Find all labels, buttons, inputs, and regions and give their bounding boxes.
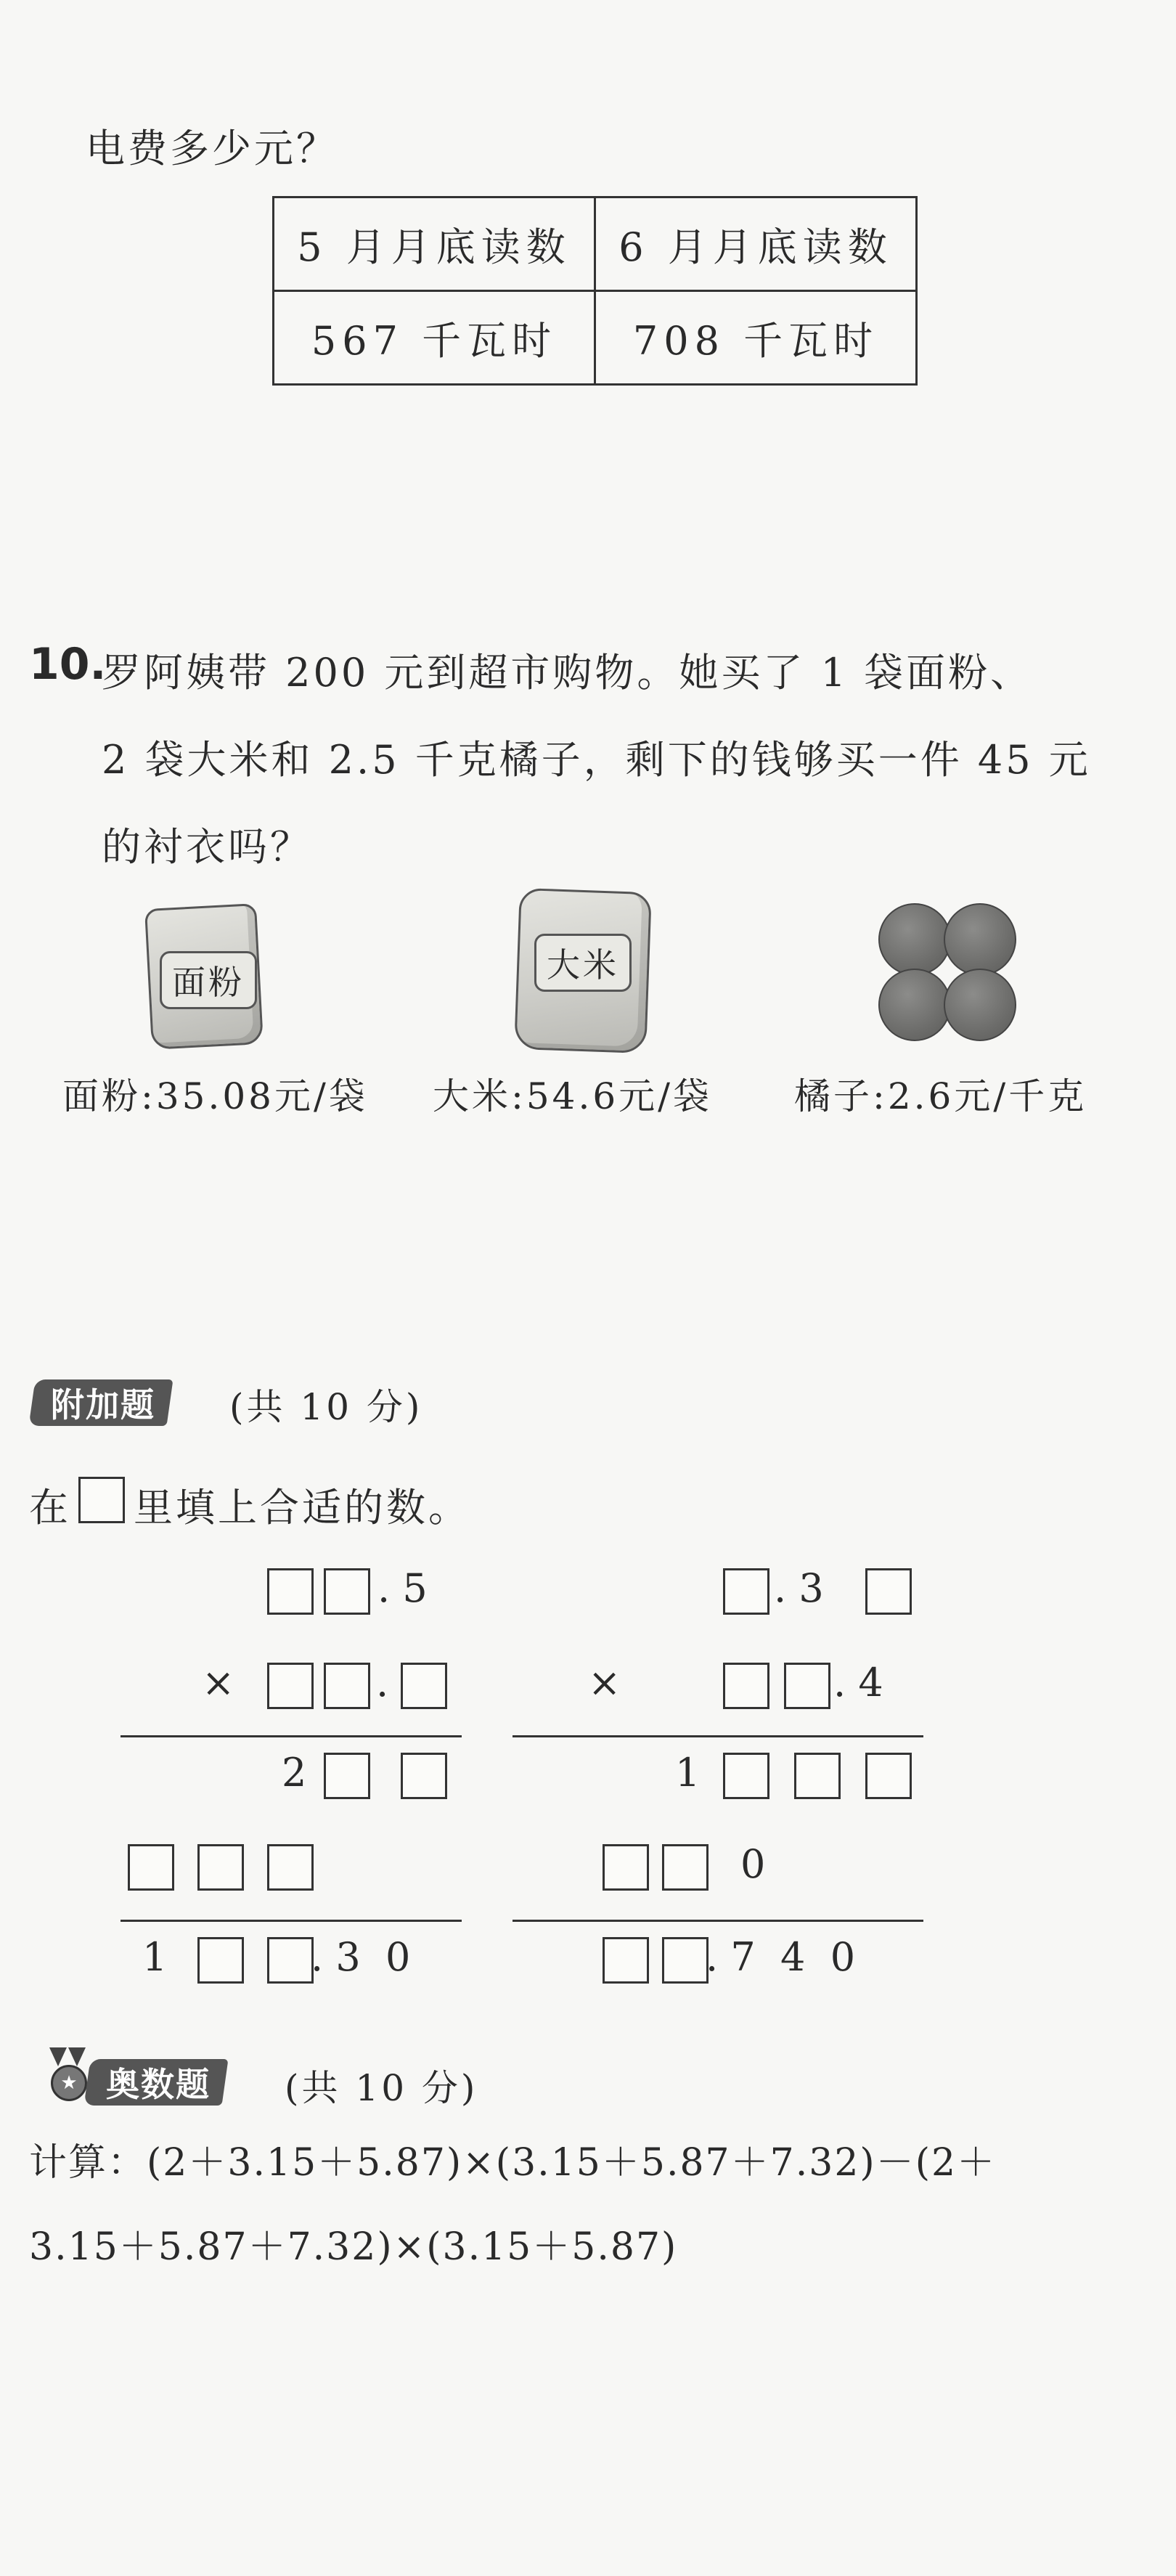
fill-box[interactable] <box>662 1937 709 1984</box>
row-text: 1 <box>142 1934 168 1980</box>
orange-price-caption: 橘子:2.6元/千克 <box>794 1075 1087 1117</box>
fill-box[interactable] <box>128 1844 174 1891</box>
row-text: . 5 <box>377 1565 428 1611</box>
fill-box[interactable] <box>662 1844 709 1891</box>
fill-box[interactable] <box>267 1663 314 1709</box>
question-line-3: 的衬衣吗？ <box>102 824 312 870</box>
row-text: 0 <box>740 1841 766 1887</box>
question-number: 10. <box>29 639 107 690</box>
question-line-2: 2 袋大米和 2.5 千克橘子，剩下的钱够买一件 45 元 <box>102 737 1091 783</box>
fill-box[interactable] <box>794 1753 841 1799</box>
fill-box[interactable] <box>267 1844 314 1891</box>
table-cell-june: 708 千瓦时 <box>595 291 917 385</box>
flour-price-caption: 面粉:35.08元/袋 <box>62 1075 368 1117</box>
fill-box[interactable] <box>267 1937 314 1984</box>
fill-box[interactable] <box>865 1568 912 1615</box>
row-text: . 7 4 0 <box>706 1934 856 1980</box>
fill-box[interactable] <box>723 1568 769 1615</box>
row-text: 2 <box>282 1750 307 1796</box>
table-header-row <box>274 197 917 291</box>
olympiad-points: (共 10 分) <box>285 2067 478 2109</box>
result-line <box>513 1735 923 1737</box>
meter-reading-table <box>272 196 918 386</box>
fill-box[interactable] <box>603 1844 649 1891</box>
table-header-may: 5 月月底读数 <box>274 197 595 291</box>
flour-bag-label: 面粉 <box>160 951 257 1009</box>
fill-box[interactable] <box>267 1568 314 1615</box>
row-text: 1 <box>675 1750 701 1796</box>
bonus-instruction-prefix: 在 <box>29 1485 71 1530</box>
table-header-june: 6 月月底读数 <box>595 197 917 291</box>
fill-box[interactable] <box>723 1753 769 1799</box>
rice-bag-label: 大米 <box>534 934 632 992</box>
fill-box[interactable] <box>197 1937 244 1984</box>
result-line <box>513 1920 923 1922</box>
result-line <box>121 1735 462 1737</box>
row-text: . 4 <box>833 1660 883 1705</box>
row-text: . 3 <box>774 1565 824 1611</box>
fill-box[interactable] <box>865 1753 912 1799</box>
table-row <box>274 291 917 385</box>
calc-line-2: 3.15＋5.87＋7.32)×(3.15＋5.87) <box>29 2225 678 2269</box>
fill-box[interactable] <box>723 1663 769 1709</box>
fill-box[interactable] <box>324 1568 370 1615</box>
question-text: 电费多少元？ <box>86 126 338 171</box>
medal-icon: ★ <box>44 2047 94 2098</box>
fill-box[interactable] <box>401 1753 447 1799</box>
bonus-instruction-suffix: 里填上合适的数。 <box>134 1485 470 1530</box>
bonus-points: (共 10 分) <box>229 1386 423 1428</box>
row-text: . <box>376 1660 389 1705</box>
calc-line-1: 计算：(2＋3.15＋5.87)×(3.15＋5.87＋7.32)－(2＋ <box>29 2141 997 2185</box>
fill-box[interactable] <box>197 1844 244 1891</box>
fill-box[interactable] <box>401 1663 447 1709</box>
olympiad-badge: 奥数题 <box>84 2059 229 2106</box>
result-line <box>121 1920 462 1922</box>
times-sign: × <box>202 1660 235 1705</box>
sample-fill-box <box>78 1477 125 1523</box>
question-line-1: 罗阿姨带 200 元到超市购物。她买了 1 袋面粉、 <box>102 650 1033 696</box>
row-text: . 3 0 <box>311 1934 411 1980</box>
table-cell-may: 567 千瓦时 <box>274 291 595 385</box>
fill-box[interactable] <box>324 1753 370 1799</box>
bonus-badge: 附加题 <box>29 1379 173 1426</box>
fill-box[interactable] <box>784 1663 830 1709</box>
rice-price-caption: 大米:54.6元/袋 <box>433 1075 713 1117</box>
times-sign: × <box>588 1660 621 1705</box>
fill-box[interactable] <box>603 1937 649 1984</box>
fill-box[interactable] <box>324 1663 370 1709</box>
